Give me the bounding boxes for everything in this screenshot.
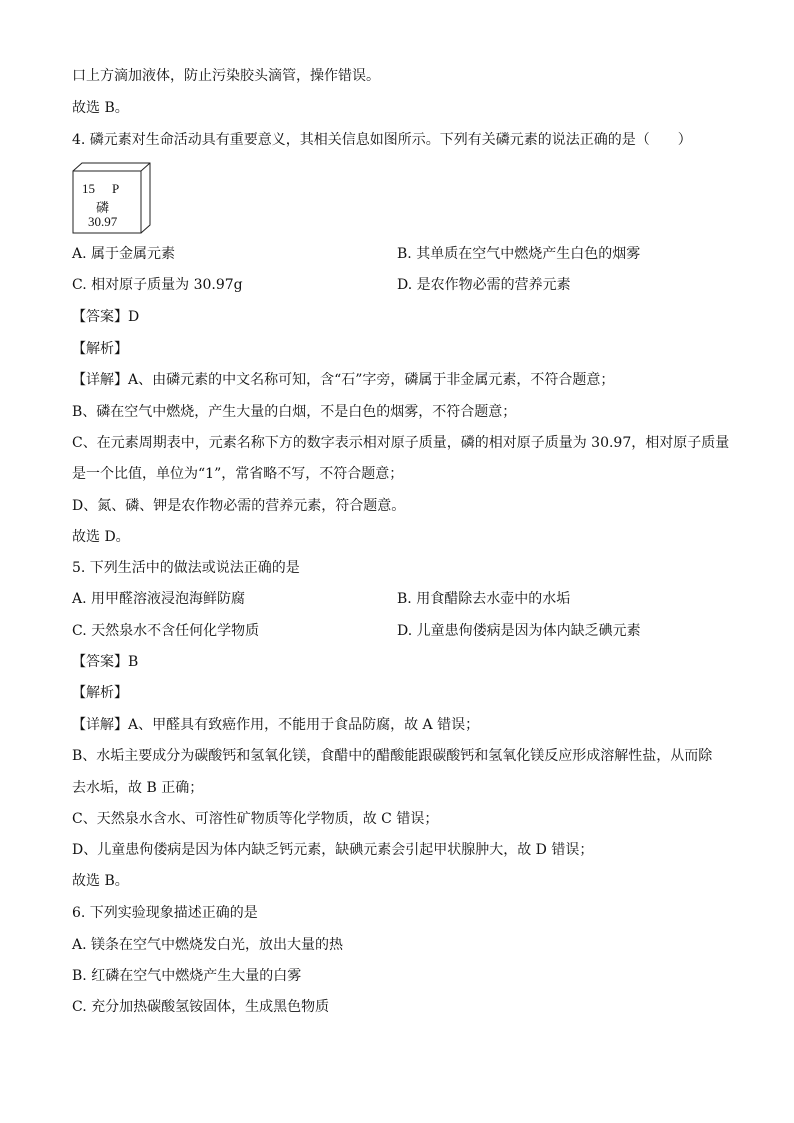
analysis-label: 【解析】 [72,685,128,701]
option-d: D. 儿童患佝偻病是因为体内缺乏碘元素 [397,623,641,639]
detail-line: D、氮、磷、钾是农作物必需的营养元素，符合题意。 [72,498,406,514]
detail-line: D、儿童患佝偻病是因为体内缺乏钙元素，缺碘元素会引起甲状腺肿大，故 D 错误； [72,842,594,858]
text-line: 口上方滴加液体，防止污染胶头滴管，操作错误。 [72,68,380,84]
option-a: A. 属于金属元素 [72,246,176,262]
option-c: C. 充分加热碳酸氢铵固体，生成黑色物质 [72,999,330,1015]
question-5-stem: 5. 下列生活中的做法或说法正确的是 [72,560,300,576]
option-a: A. 镁条在空气中燃烧发白光，放出大量的热 [72,937,344,953]
detail-line: B、磷在空气中燃烧，产生大量的白烟，不是白色的烟雾，不符合题意； [72,404,517,420]
answer-label: 【答案】B [72,654,139,670]
atomic-mass: 30.97 [88,214,118,229]
choose-line: 故选 B。 [72,873,129,889]
element-name: 磷 [96,201,110,216]
question-6-stem: 6. 下列实验现象描述正确的是 [72,905,258,921]
analysis-label: 【解析】 [72,341,128,357]
option-b: B. 用食醋除去水壶中的水垢 [397,591,571,607]
option-c: C. 天然泉水不含任何化学物质 [72,623,260,639]
option-b: B. 红磷在空气中燃烧产生大量的白雾 [72,968,302,984]
detail-line: 【详解】A、甲醛具有致癌作用，不能用于食品防腐，故 A 错误； [72,717,480,733]
option-d: D. 是农作物必需的营养元素 [397,277,571,293]
choose-line: 故选 D。 [72,529,130,545]
detail-line: 去水垢，故 B 正确； [72,780,204,796]
answer-label: 【答案】D [72,309,140,325]
atomic-number: 15 [82,181,95,196]
question-4-stem: 4. 磷元素对生命活动具有重要意义，其相关信息如图所示。下列有关磷元素的说法正确的是（ ） [72,132,692,148]
detail-line: C、天然泉水含水、可溶性矿物质等化学物质，故 C 错误； [72,811,439,827]
element-symbol: P [112,181,120,196]
option-a: A. 用甲醛溶液浸泡海鲜防腐 [72,591,246,607]
detail-line: B、水垢主要成分为碳酸钙和氢氧化镁，食醋中的醋酸能跟碳酸钙和氢氧化镁反应形成溶解性盐，从而除 [72,748,713,764]
detail-line: 【详解】A、由磷元素的中文名称可知，含“石”字旁，磷属于非金属元素，不符合题意； [72,372,615,388]
option-b: B. 其单质在空气中燃烧产生白色的烟雾 [397,246,641,262]
detail-line: 是一个比值，单位为“1”，常省略不写，不符合题意； [72,466,404,482]
phosphorus-element-card [72,162,152,234]
detail-line: C、在元素周期表中，元素名称下方的数字表示相对原子质量，磷的相对原子质量为 30.97，相对原子质量 [72,435,730,451]
text-line: 故选 B。 [72,100,129,116]
option-c: C. 相对原子质量为 30.97g [72,277,243,293]
